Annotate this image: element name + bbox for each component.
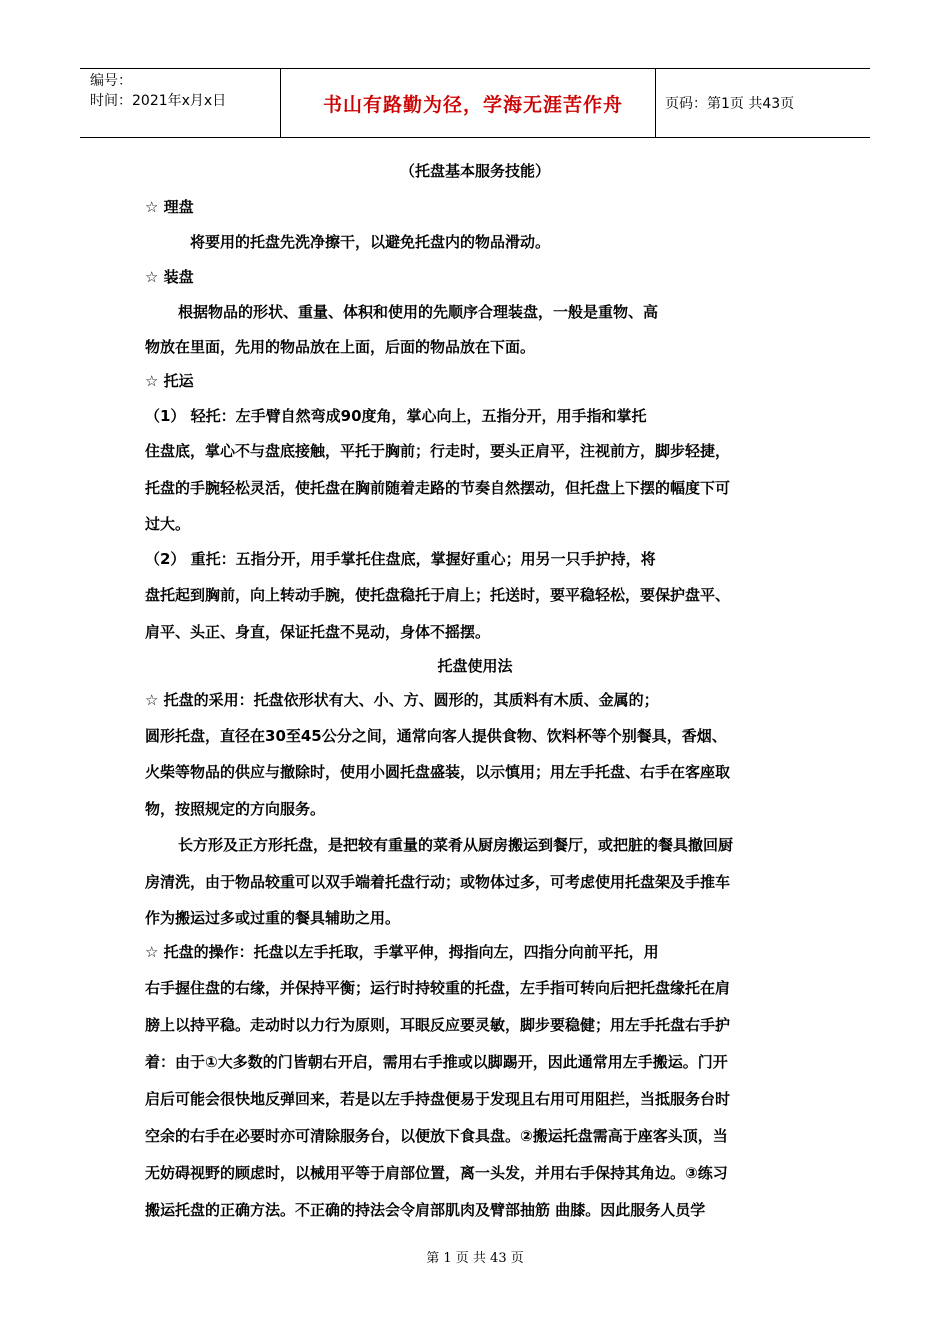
page-footer: 第 1 页 共 43 页 — [426, 1251, 524, 1266]
paragraph-line: 空余的右手在必要时亦可清除服务台，以便放下食具盘。②搬运托盘需高于座客头顶，当 — [145, 1127, 728, 1145]
paragraph-line: 火柴等物品的供应与撤除时，使用小圆托盘盛装，以示慎用；用左手托盘、右手在客座取 — [145, 763, 731, 781]
section-title: （托盘基本服务技能） — [399, 162, 550, 180]
heading-carry-tray: ☆ 托运 — [145, 372, 194, 390]
paragraph-line: 膀上以持平稳。走动时以力行为原则，耳眼反应要灵敏，脚步要稳健；用左手托盘右手护 — [145, 1016, 731, 1034]
document-code: 编号： — [90, 73, 132, 89]
paragraph-line: 启后可能会很快地反弹回来，若是以左手持盘便易于发现且右用可用阻拦，当抵服务台时 — [145, 1090, 731, 1108]
subsection-title: 托盘使用法 — [437, 657, 513, 675]
paragraph-line: 物放在里面，先用的物品放在上面，后面的物品放在下面。 — [145, 338, 536, 356]
heading-tray-types: ☆ 托盘的采用：托盘依形状有大、小、方、圆形的，其质料有木质、金属的； — [145, 691, 659, 709]
paragraph-line: 作为搬运过多或过重的餐具辅助之用。 — [145, 909, 401, 927]
header-page-info: 页码：第1页 共43页 — [665, 96, 795, 112]
paragraph-line: 住盘底，掌心不与盘底接触，平托于胸前；行走时，要头正肩平，注视前方，脚步轻捷， — [145, 442, 731, 460]
page-header — [80, 68, 870, 138]
paragraph-line: 搬运托盘的正确方法。不正确的持法会令肩部肌肉及臂部抽筋 曲膝。因此服务人员学 — [145, 1201, 706, 1219]
paragraph-line: 过大。 — [145, 515, 191, 533]
paragraph-line: （1） 轻托：左手臂自然弯成90度角，掌心向上，五指分开，用手指和掌托 — [145, 407, 647, 425]
paragraph-line: 肩平、头正、身直，保证托盘不晃动，身体不摇摆。 — [145, 623, 491, 641]
paragraph-line: 长方形及正方形托盘，是把较有重量的菜肴从厨房搬运到餐厅，或把脏的餐具撤回厨 — [178, 836, 734, 854]
document-date: 时间：2021年x月x日 — [90, 93, 227, 109]
paragraph-line: 房清洗，由于物品较重可以双手端着托盘行动；或物体过多，可考虑使用托盘架及手推车 — [145, 873, 731, 891]
paragraph-line: 物，按照规定的方向服务。 — [145, 800, 326, 818]
header-motto: 书山有路勤为径，学海无涯苦作舟 — [322, 93, 623, 116]
paragraph-line: 盘托起到胸前，向上转动手腕，使托盘稳托于肩上；托送时，要平稳轻松，要保护盘平、 — [145, 586, 731, 604]
paragraph-line: 托盘的手腕轻松灵活，使托盘在胸前随着走路的节奏自然摆动，但托盘上下摆的幅度下可 — [145, 479, 731, 497]
heading-arrange-tray: ☆ 理盘 — [145, 198, 194, 216]
heading-load-tray: ☆ 装盘 — [145, 268, 194, 286]
heading-tray-operation: ☆ 托盘的操作：托盘以左手托取，手掌平伸，拇指向左，四指分向前平托，用 — [145, 943, 659, 961]
paragraph-line: 无妨碍视野的顾虑时，以械用平等于肩部位置，离一头发，并用右手保持其角边。③练习 — [145, 1164, 728, 1182]
header-divider-left — [280, 69, 281, 137]
paragraph-line: 着：由于①大多数的门皆朝右开启，需用右手推或以脚踢开，因此通常用左手搬运。门开 — [145, 1053, 728, 1071]
paragraph-line: 将要用的托盘先洗净擦干，以避免托盘内的物品滑动。 — [190, 233, 551, 251]
header-meta — [90, 71, 226, 111]
paragraph-line: 圆形托盘，直径在30至45公分之间，通常向客人提供食物、饮料杯等个别餐具，香烟、 — [145, 727, 727, 745]
paragraph-line: （2） 重托：五指分开，用手掌托住盘底，掌握好重心；用另一只手护持，将 — [145, 550, 656, 568]
paragraph-line: 根据物品的形状、重量、体积和使用的先顺序合理装盘，一般是重物、高 — [178, 303, 659, 321]
paragraph-line: 右手握住盘的右缘，并保持平衡；运行时持较重的托盘，左手指可转向后把托盘缘托在肩 — [145, 979, 731, 997]
